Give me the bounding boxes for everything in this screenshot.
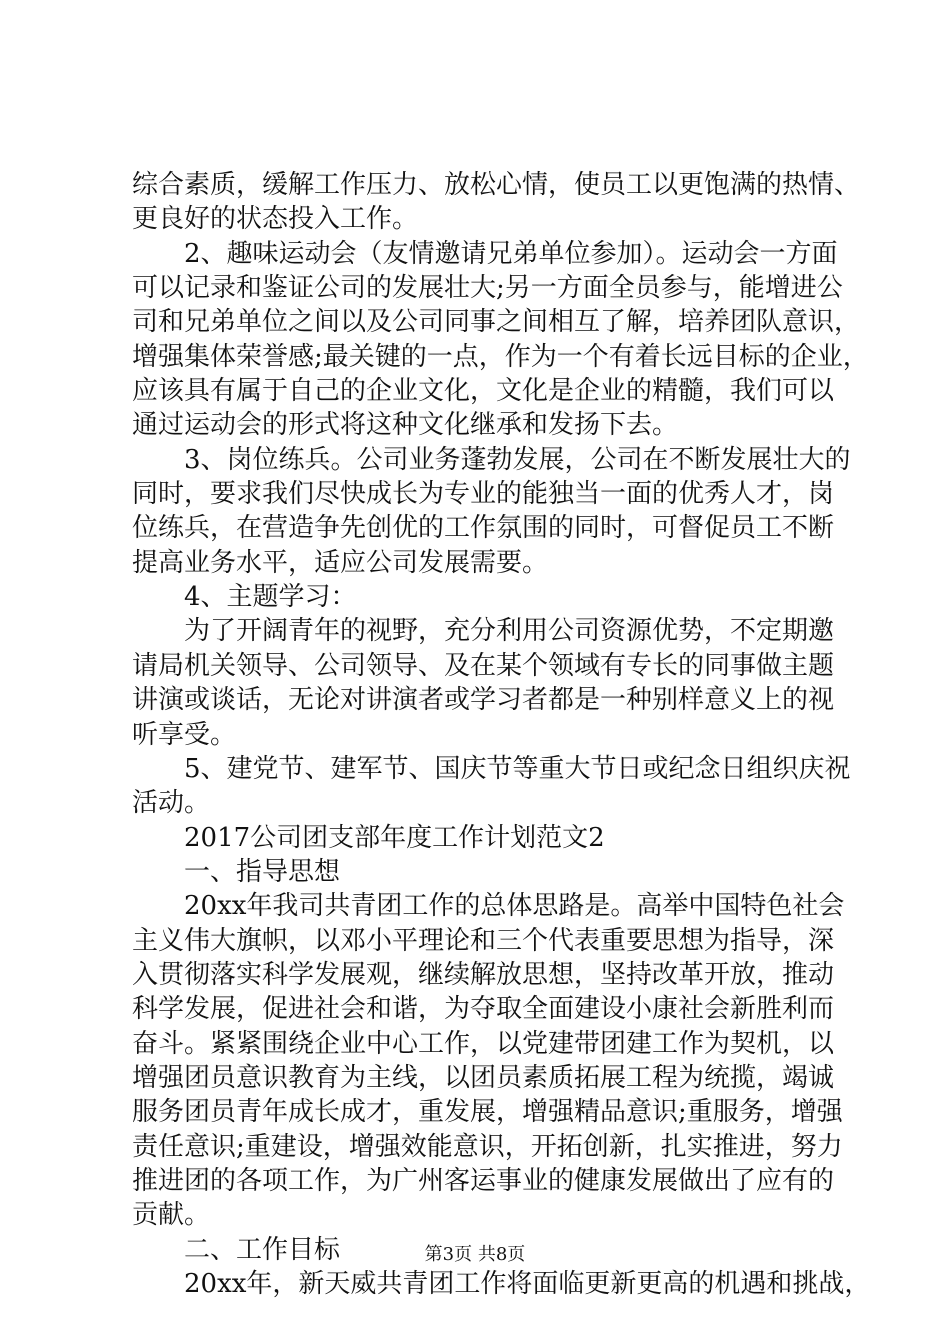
text-line: 通过运动会的形式将这种文化继承和发扬下去。 [132, 410, 679, 441]
text-line: 入贯彻落实科学发展观，继续解放思想，坚持改革开放，推动 [132, 959, 835, 990]
text-line: 更良好的状态投入工作。 [132, 204, 419, 235]
text-line: 2017公司团支部年度工作计划范文2 [184, 822, 605, 853]
page-footer [0, 1243, 950, 1267]
text-line: 应该具有属于自己的企业文化，文化是企业的精髓，我们可以 [132, 376, 835, 407]
text-line: 司和兄弟单位之间以及公司同事之间相互了解，培养团队意识， [132, 307, 861, 338]
text-line: 5、建党节、建军节、国庆节等重大节日或纪念日组织庆祝 [184, 753, 851, 784]
text-line: 服务团员青年成长成才，重发展，增强精品意识;重服务，增强 [132, 1097, 843, 1128]
text-line: 同时，要求我们尽快成长为专业的能独当一面的优秀人才，岗 [132, 479, 835, 510]
text-line: 提高业务水平，适应公司发展需要。 [132, 547, 549, 578]
text-line: 活动。 [132, 788, 211, 819]
document-body [132, 168, 871, 1301]
text-line: 综合素质，缓解工作压力、放松心情，使员工以更饱满的热情、 [132, 170, 861, 200]
text-line: 20xx年我司共青团工作的总体思路是。高举中国特色社会 [184, 891, 845, 922]
text-line: 3、岗位练兵。公司业务蓬勃发展，公司在不断发展壮大的 [184, 444, 851, 475]
text-line: 请局机关领导、公司领导、及在某个领域有专长的同事做主题 [132, 650, 835, 681]
text-line: 听享受。 [132, 719, 237, 750]
text-line: 讲演或谈话，无论对讲演者或学习者都是一种别样意义上的视 [132, 685, 835, 716]
page-number: 第3页 共8页 [424, 1244, 526, 1265]
text-line: 2、趣味运动会（友情邀请兄弟单位参加）。运动会一方面 [184, 238, 838, 269]
text-line: 增强集体荣誉感;最关键的一点，作为一个有着长远目标的企业， [132, 341, 869, 372]
text-line: 一、指导思想 [184, 856, 341, 887]
text-line: 主义伟大旗帜，以邓小平理论和三个代表重要思想为指导，深 [132, 925, 835, 956]
text-line: 4、主题学习： [184, 582, 357, 613]
text-line: 位练兵，在营造争先创优的工作氛围的同时，可督促员工不断 [132, 513, 835, 544]
text-line: 推进团的各项工作，为广州客运事业的健康发展做出了应有的 [132, 1165, 835, 1196]
text-line: 20xx年，新天威共青团工作将面临更新更高的机遇和挑战， [184, 1269, 871, 1299]
text-line: 为了开阔青年的视野，充分利用公司资源优势，不定期邀 [184, 616, 835, 647]
text-line: 奋斗。紧紧围绕企业中心工作，以党建带团建工作为契机，以 [132, 1028, 835, 1059]
text-line: 可以记录和鉴证公司的发展壮大;另一方面全员参与，能增进公 [132, 273, 843, 304]
text-line: 责任意识;重建设，增强效能意识，开拓创新，扎实推进，努力 [132, 1131, 843, 1162]
text-line: 科学发展，促进社会和谐，为夺取全面建设小康社会新胜利而 [132, 994, 835, 1025]
text-line: 增强团员意识教育为主线，以团员素质拓展工程为统揽，竭诚 [132, 1062, 835, 1093]
text-line: 贡献。 [132, 1200, 211, 1231]
text-line: 二、工作目标 [184, 1234, 341, 1265]
